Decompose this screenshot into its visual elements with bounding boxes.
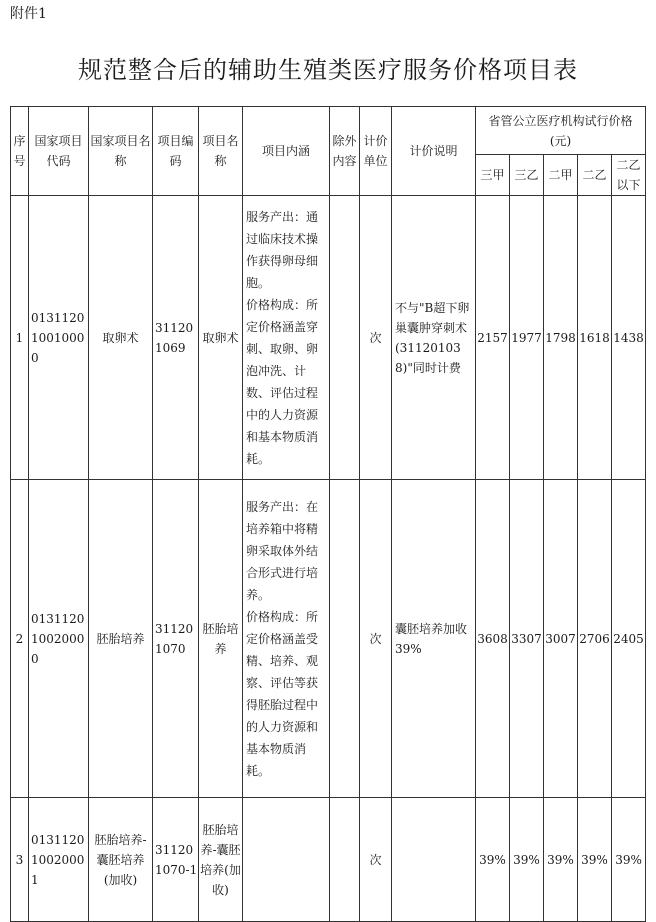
cell-item-code: 311201070-1 [153,798,199,922]
header-item-name: 项目名称 [199,107,243,196]
cell-item-name: 胚胎培养-囊胚培养(加收) [199,798,243,922]
cell-item-name: 取卵术 [199,196,243,480]
cell-note: 不与"B超下卵巢囊肿穿刺术(311201038)"同时计费 [392,196,476,480]
header-national-name: 国家项目名称 [89,107,153,196]
cell-price: 2157 [476,196,510,480]
header-note: 计价说明 [392,107,476,196]
cell-national-code: 013112010010000 [29,196,89,480]
header-grade: 三甲 [476,155,510,196]
table-row [11,480,646,798]
header-grade: 二甲 [544,155,578,196]
cell-seq: 2 [11,480,29,798]
cell-national-name: 胚胎培养-囊胚培养(加收) [89,798,153,922]
header-national-code: 国家项目代码 [29,107,89,196]
table-row [11,798,646,922]
header-grade: 二乙 [578,155,612,196]
cell-price: 39% [612,798,646,922]
cell-excluded [330,480,360,798]
cell-item-code: 311201070 [153,480,199,798]
cell-price: 2405 [612,480,646,798]
cell-price: 3608 [476,480,510,798]
table-row [11,196,646,480]
cell-note: 囊胚培养加收39% [392,480,476,798]
cell-price: 39% [510,798,544,922]
header-unit: 计价单位 [360,107,392,196]
cell-excluded [330,196,360,480]
cell-item-name: 胚胎培养 [199,480,243,798]
header-item-code: 项目编码 [153,107,199,196]
cell-seq: 3 [11,798,29,922]
cell-price: 39% [544,798,578,922]
cell-price: 2706 [578,480,612,798]
cell-seq: 1 [11,196,29,480]
cell-price: 3007 [544,480,578,798]
cell-price: 1438 [612,196,646,480]
cell-price: 39% [578,798,612,922]
cell-price: 39% [476,798,510,922]
cell-price: 1977 [510,196,544,480]
cell-unit: 次 [360,196,392,480]
header-content: 项目内涵 [243,107,330,196]
cell-excluded [330,798,360,922]
cell-price: 3307 [510,480,544,798]
cell-national-code: 013112010020001 [29,798,89,922]
cell-content: 服务产出：在培养箱中将精卵采取体外结合形式进行培养。 价格构成：所定价格涵盖受精、培养、观察、评估等获得胚胎过程中的人力资源和基本物质消耗。 [243,480,330,798]
cell-national-name: 胚胎培养 [89,480,153,798]
header-grade: 三乙 [510,155,544,196]
cell-unit: 次 [360,480,392,798]
attachment-label: 附件1 [10,6,47,22]
cell-national-code: 013112010020000 [29,480,89,798]
cell-national-name: 取卵术 [89,196,153,480]
cell-price: 1798 [544,196,578,480]
cell-item-code: 311201069 [153,196,199,480]
header-seq: 序号 [11,107,29,196]
cell-content: 服务产出：通过临床技术操作获得卵母细胞。 价格构成：所定价格涵盖穿刺、取卵、卵泡冲洗、计数、评估过程中的人力资源和基本物质消耗。 [243,196,330,480]
header-price-group: 省管公立医疗机构试行价格(元) [476,107,646,155]
cell-content [243,798,330,922]
header-grade: 二乙以下 [612,155,646,196]
cell-note [392,798,476,922]
cell-price: 1618 [578,196,612,480]
header-excluded: 除外内容 [330,107,360,196]
price-table [10,106,646,922]
cell-unit: 次 [360,798,392,922]
page-title: 规范整合后的辅助生殖类医疗服务价格项目表 [78,56,578,84]
